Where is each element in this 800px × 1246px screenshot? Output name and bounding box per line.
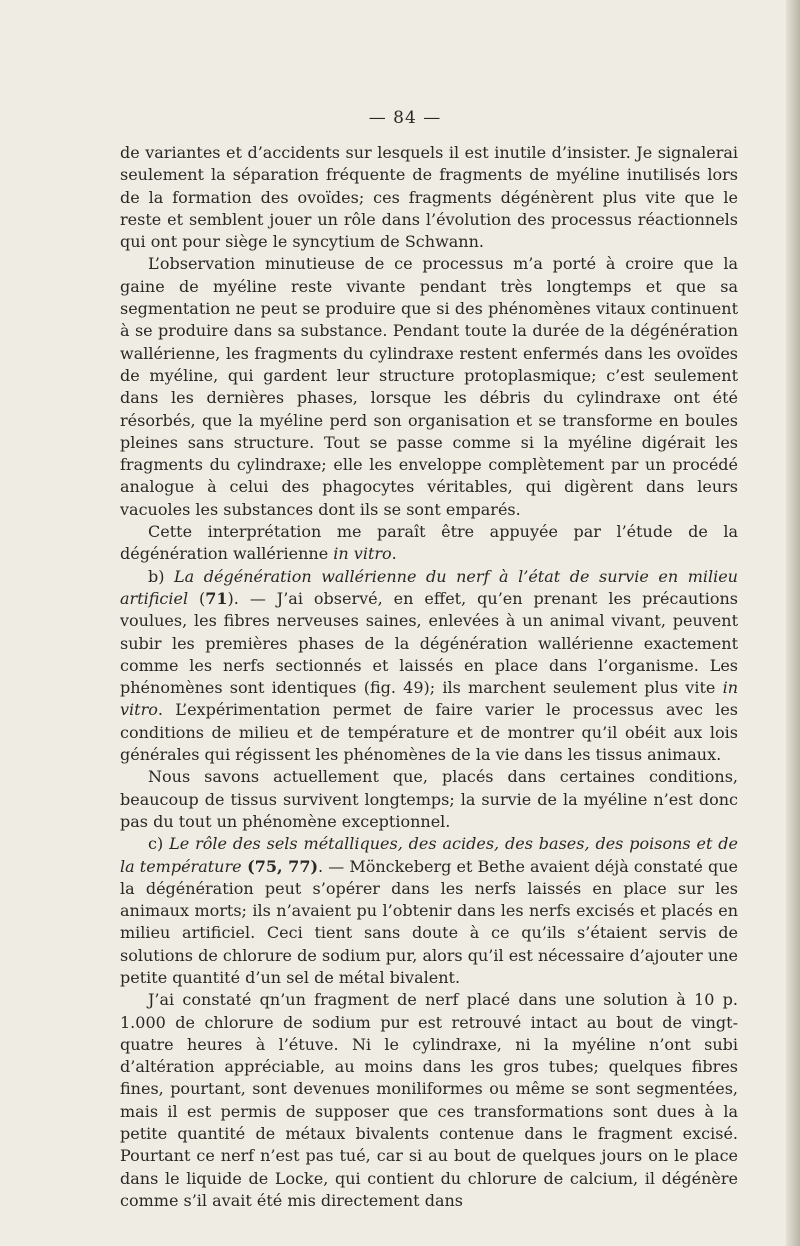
paragraph-5: Nous savons actuellement que, placés dans certaines conditions, beaucoup de tissus survivent longtemps; la survie de la myéline n’est donc pas du tout un phénomène exceptionnel. bbox=[120, 767, 738, 831]
body-text bbox=[120, 142, 738, 1212]
section-b-text-1: — J’ai observé, en effet, qu’en prenant les précautions voulues, les fibres nerveuses saines, enlevées à un animal vivant, peuvent subir les premières phases de la dégénération wallérienne exactement comme les nerfs sectionnés et laissés en place dans l’organisme. Les phénomènes sont identiques (fig. 49); ils marchent seulement plus vite bbox=[120, 588, 738, 698]
paragraph-3 bbox=[120, 521, 738, 566]
in-vitro-emphasis-2: in vitro bbox=[120, 678, 738, 720]
paragraph-2: L’observation minutieuse de ce processus m’a porté à croire que la gaine de myéline reste vivante pendant très longtemps et que sa segmentation ne peut se produire que si des phénomènes vitaux continuent à se produire dans sa substance. Pendant toute la durée de la dégénération wallérienne, les fragments du cylindraxe restent enfermés dans les ovoïdes de myéline, qui gardent leur structure protoplasmique; c’est seulement dans les dernières phases, lorsque les débris du cylindraxe ont été résorbés, que la myéline perd son organisation et se transforme en boules pleines sans structure. Tout se passe comme si la myéline digérait les fragments du cylindraxe; elle les enveloppe complètement par un procédé analogue à celui des phagocytes véritables, qui digèrent dans leurs vacuoles les substances dont ils se sont emparés. bbox=[120, 254, 738, 519]
section-b-reference: 71 bbox=[205, 588, 228, 608]
section-c-label: c) bbox=[148, 834, 170, 854]
section-c-title: Le rôle des sels métalliques, des acides, des bases, des poisons et de la température bbox=[120, 834, 738, 876]
paragraph-7: J’ai constaté qn’un fragment de nerf placé dans une solution à 10 p. 1.000 de chlorure de sodium pur est retrouvé intact au bout de vingt-quatre heures à l’étuve. Ni le cylindraxe, ni la myéline n’ont subi d’altération appréciable, au moins dans les gros tubes; quelques fibres fines, pourtant, sont devenues moniliformes ou même se sont segmentées, mais il est permis de supposer que ces transformations sont dues à la petite quantité de métaux bivalents contenue dans le fragment excisé. Pourtant ce nerf n’est pas tué, car si au bout de quelques jours on le place dans le liquide de Locke, qui contient du chlorure de calcium, il dégénère comme s’il avait été mis directement dans bbox=[120, 990, 738, 1210]
section-b-label: b) bbox=[148, 566, 175, 586]
paragraph-6 bbox=[120, 833, 738, 989]
paragraph-4 bbox=[120, 566, 738, 767]
page-number: — 84 — bbox=[368, 108, 442, 128]
section-b-ref-open: ( bbox=[188, 588, 206, 608]
paragraph-3-end: . bbox=[391, 544, 397, 564]
paragraph-1: de variantes et d’accidents sur lesquels il est inutile d’insister. Je signalerai seulement la séparation fréquente de fragments de myéline inutilisés lors de la formation des ovoïdes; ces fragments dégénèrent plus vite que le reste et semblent jouer un rôle dans l’évolution des processus réactionnels qui ont pour siège le syncytium de Schwann. bbox=[120, 143, 738, 252]
in-vitro-emphasis: in vitro bbox=[333, 544, 392, 564]
section-b-ref-close: ). bbox=[227, 588, 250, 608]
section-c-text: . — Mönckeberg et Bethe avaient déjà constaté que la dégénération peut s’opérer dans les nerfs laissés en place sur les animaux morts; ils n’avaient pu l’obtenir dans les nerfs excisés et placés en milieu artificiel. Ceci tient sans doute à ce qu’ils s’étaient servis de solutions de chlorure de sodium pur, alors qu’il est nécessaire d’ajouter une petite quantité d’un sel de métal bivalent. bbox=[120, 856, 739, 987]
section-b-text-2: . L’expérimentation permet de faire varier le processus avec les conditions de milieu et de température et de montrer qu’il obéit aux lois générales qui régissent les phénomènes de la vie dans les tissus animaux. bbox=[120, 700, 738, 765]
section-c-reference: (75, 77) bbox=[241, 856, 319, 876]
section-b-title: La dégénération wallérienne du nerf à l’état de survie en milieu artificiel bbox=[120, 566, 738, 608]
page-edge-shadow bbox=[786, 0, 800, 1246]
paragraph-3-text: Cette interprétation me paraît être appuyée par l’étude de la dégénération wallérienne bbox=[120, 522, 738, 564]
